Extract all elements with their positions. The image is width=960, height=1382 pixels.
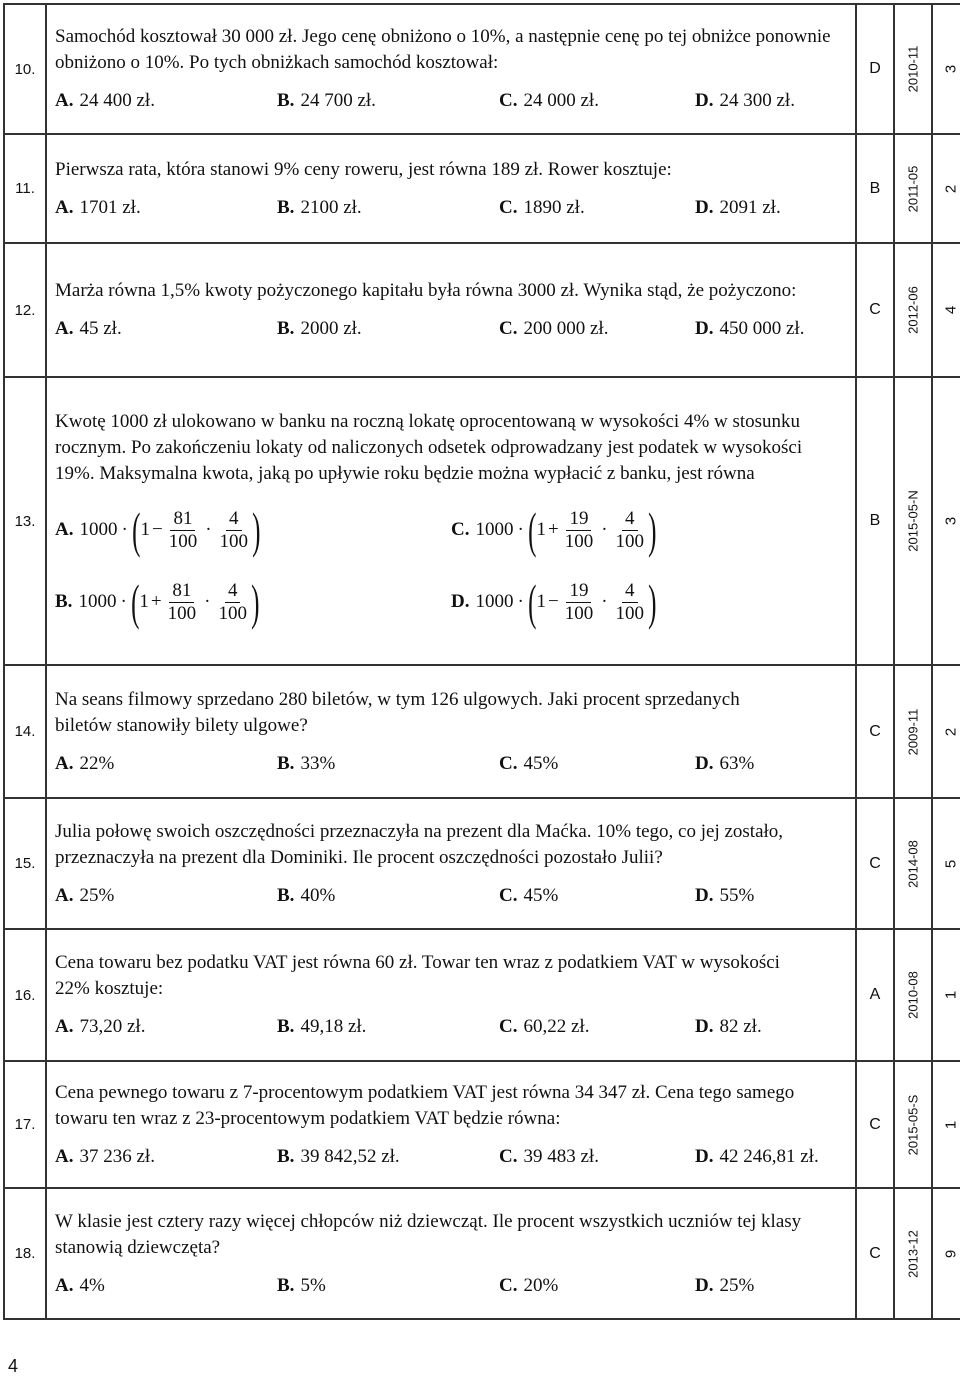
exam-source: 2013-12: [905, 1229, 921, 1278]
option-c: C. 20%: [499, 1274, 559, 1296]
option-a: A. 1000 · ( 1 − $\frac{81}{100}$ · $\frac{4}{100}$ ): [55, 502, 261, 558]
task-number: 17.: [4, 1061, 46, 1188]
option-c: C. 1000 · ( 1 + $\frac{19}{100}$ · $\frac{4}{100}$ ): [451, 502, 657, 558]
option-a: A. 45 zł.: [55, 318, 122, 339]
task-text: Samochód kosztował 30 000 zł. Jego cenę obniżono o 10%, a następnie cenę po tej obniżce ponownie obniżono o 10%. Po tych obniżkach samochód kosztował:: [55, 26, 831, 73]
task-text: Cena pewnego towaru z 7-procentowym podatkiem VAT jest równa 34 347 zł. Cena tego samego towaru ten wraz z 23-procentowym podatkiem VAT będzie równa:: [55, 1081, 795, 1129]
points: 9: [942, 1249, 960, 1258]
task-row: [4, 798, 960, 929]
points-cell: [932, 134, 960, 243]
task-number: 15.: [4, 798, 46, 929]
task-table: [3, 3, 960, 1320]
task-row: [4, 134, 960, 243]
points-cell: [932, 377, 960, 665]
option-b: B. 24 700 zł.: [277, 90, 376, 111]
task-row: [4, 243, 960, 377]
answer-options: [55, 1144, 847, 1170]
exam-source: 2012-06: [905, 286, 921, 334]
option-a: A. 37 236 zł.: [55, 1145, 155, 1167]
option-b: B. 2000 zł.: [277, 318, 362, 339]
answer-key: D: [856, 4, 894, 134]
points: 2: [942, 727, 960, 736]
option-d: D. 42 246,81 zł.: [695, 1145, 819, 1167]
task-content: [46, 243, 856, 377]
task-number: 16.: [4, 929, 46, 1061]
task-content: [46, 665, 856, 798]
exam-source: 2015-05-S: [905, 1094, 921, 1155]
answer-options: [55, 88, 847, 114]
source-cell: [894, 798, 932, 929]
option-a: A. 25%: [55, 884, 115, 906]
points-cell: [932, 243, 960, 377]
answer-key: C: [856, 798, 894, 929]
task-content: [46, 134, 856, 243]
option-c: C. 200 000 zł.: [499, 318, 609, 339]
task-text: Kwotę 1000 zł ulokowano w banku na roczną lokatę oprocentowaną w wysokości 4% w stosunku rocznym. Po zakończeniu lokaty od naliczonych odsetek odprowadzany jest podatek w wysokości 19%. Maksymalna kwota, jaką po upływie roku będzie można wypłacić z banku, jest równa: [55, 411, 803, 484]
option-b: B. 2100 zł.: [277, 196, 362, 218]
task-number: 18.: [4, 1188, 46, 1319]
answer-key: C: [856, 1061, 894, 1188]
option-b: B. 40%: [277, 884, 336, 906]
task-content: [46, 4, 856, 134]
task-text: Cena towaru bez podatku VAT jest równa 60 zł. Towar ten wraz z podatkiem VAT w wysokości 22% kosztuje:: [55, 952, 780, 999]
answer-options: [55, 316, 847, 342]
task-text: Pierwsza rata, która stanowi 9% ceny roweru, jest równa 189 zł. Rower kosztuje:: [55, 158, 672, 180]
formula-row: [55, 571, 847, 633]
task-row: [4, 4, 960, 134]
answer-key: B: [856, 134, 894, 243]
option-a: A. 22%: [55, 752, 115, 774]
exam-source: 2010-08: [905, 971, 921, 1019]
points: 1: [942, 1120, 960, 1129]
exam-source: 2011-05: [905, 165, 921, 212]
points: 1: [942, 990, 960, 1000]
option-c: C. 39 483 zł.: [499, 1145, 599, 1167]
option-b: B. 49,18 zł.: [277, 1016, 367, 1037]
task-text: W klasie jest cztery razy więcej chłopców niż dziewcząt. Ile procent wszystkich uczniów tej klasy stanowią dziewczęta?: [55, 1210, 802, 1258]
option-c: C. 45%: [499, 884, 559, 906]
task-number: 11.: [4, 134, 46, 243]
source-cell: [894, 1061, 932, 1188]
answer-options: [55, 751, 847, 777]
option-b: B. 39 842,52 zł.: [277, 1145, 400, 1167]
points-cell: [932, 798, 960, 929]
task-text: Marża równa 1,5% kwoty pożyczonego kapitału była równa 3000 zł. Wynika stąd, że pożyczono:: [55, 280, 797, 301]
points-cell: [932, 665, 960, 798]
source-cell: [894, 665, 932, 798]
task-number: 10.: [4, 4, 46, 134]
exam-source: 2014-08: [905, 839, 921, 888]
option-d: D. 2091 zł.: [695, 196, 781, 218]
task-row: [4, 929, 960, 1061]
option-c: C. 45%: [499, 752, 559, 774]
points: 3: [942, 516, 960, 526]
answer-key: C: [856, 665, 894, 798]
source-cell: [894, 929, 932, 1061]
task-row: [4, 1061, 960, 1188]
task-content: [46, 1061, 856, 1188]
option-d: D. 24 300 zł.: [695, 90, 795, 111]
task-row: [4, 665, 960, 798]
option-d: D. 1000 · ( 1 − $\frac{19}{100}$ · $\frac{4}{100}$ ): [451, 574, 657, 630]
source-cell: [894, 1188, 932, 1319]
option-a: A. 24 400 zł.: [55, 90, 155, 111]
source-cell: [894, 377, 932, 665]
option-d: D. 25%: [695, 1274, 755, 1296]
option-d: D. 63%: [695, 752, 755, 774]
option-a: A. 73,20 zł.: [55, 1016, 146, 1037]
option-d: D. 55%: [695, 884, 755, 906]
option-b: B. 5%: [277, 1274, 326, 1296]
task-content: [46, 377, 856, 665]
task-row: [4, 377, 960, 665]
task-text: Na seans filmowy sprzedano 280 biletów, w tym 126 ulgowych. Jaki procent sprzedanych biletów stanowiły bilety ulgowe?: [55, 688, 740, 736]
task-row: [4, 1188, 960, 1319]
option-b: B. 1000 · ( 1 + $\frac{81}{100}$ · $\frac{4}{100}$ ): [55, 574, 260, 630]
source-cell: [894, 134, 932, 243]
option-c: C. 60,22 zł.: [499, 1016, 590, 1037]
task-content: [46, 798, 856, 929]
option-c: C. 24 000 zł.: [499, 90, 599, 111]
points: 5: [942, 859, 960, 868]
task-number: 13.: [4, 377, 46, 665]
points: 3: [942, 64, 960, 74]
source-cell: [894, 243, 932, 377]
answer-options: [55, 883, 847, 909]
task-number: 12.: [4, 243, 46, 377]
answer-options: [55, 195, 847, 221]
points-cell: [932, 929, 960, 1061]
option-b: B. 33%: [277, 752, 336, 774]
points-cell: [932, 1061, 960, 1188]
exam-source: 2009-11: [905, 708, 921, 755]
source-cell: [894, 4, 932, 134]
answer-key: C: [856, 1188, 894, 1319]
points: 4: [942, 305, 960, 315]
option-c: C. 1890 zł.: [499, 196, 585, 218]
answer-key: C: [856, 243, 894, 377]
task-text: Julia połowę swoich oszczędności przeznaczyła na prezent dla Maćka. 10% tego, co jej zostało, przeznaczyła na prezent dla Dominiki. Ile procent oszczędności pozostało Julii?: [55, 820, 784, 868]
option-d: D. 450 000 zł.: [695, 318, 805, 339]
option-a: A. 4%: [55, 1274, 105, 1296]
task-content: [46, 1188, 856, 1319]
option-d: D. 82 zł.: [695, 1016, 762, 1037]
answer-key: A: [856, 929, 894, 1061]
points-cell: [932, 4, 960, 134]
answer-key: B: [856, 377, 894, 665]
exam-source: 2010-11: [905, 45, 921, 93]
formula-row: [55, 499, 847, 561]
task-content: [46, 929, 856, 1061]
answer-options: [55, 1273, 847, 1299]
option-a: A. 1701 zł.: [55, 196, 141, 218]
exam-source: 2015-05-N: [905, 490, 921, 552]
page-number: 4: [8, 1356, 19, 1376]
points-cell: [932, 1188, 960, 1319]
task-number: 14.: [4, 665, 46, 798]
answer-options: [55, 1014, 847, 1040]
points: 2: [942, 184, 960, 193]
